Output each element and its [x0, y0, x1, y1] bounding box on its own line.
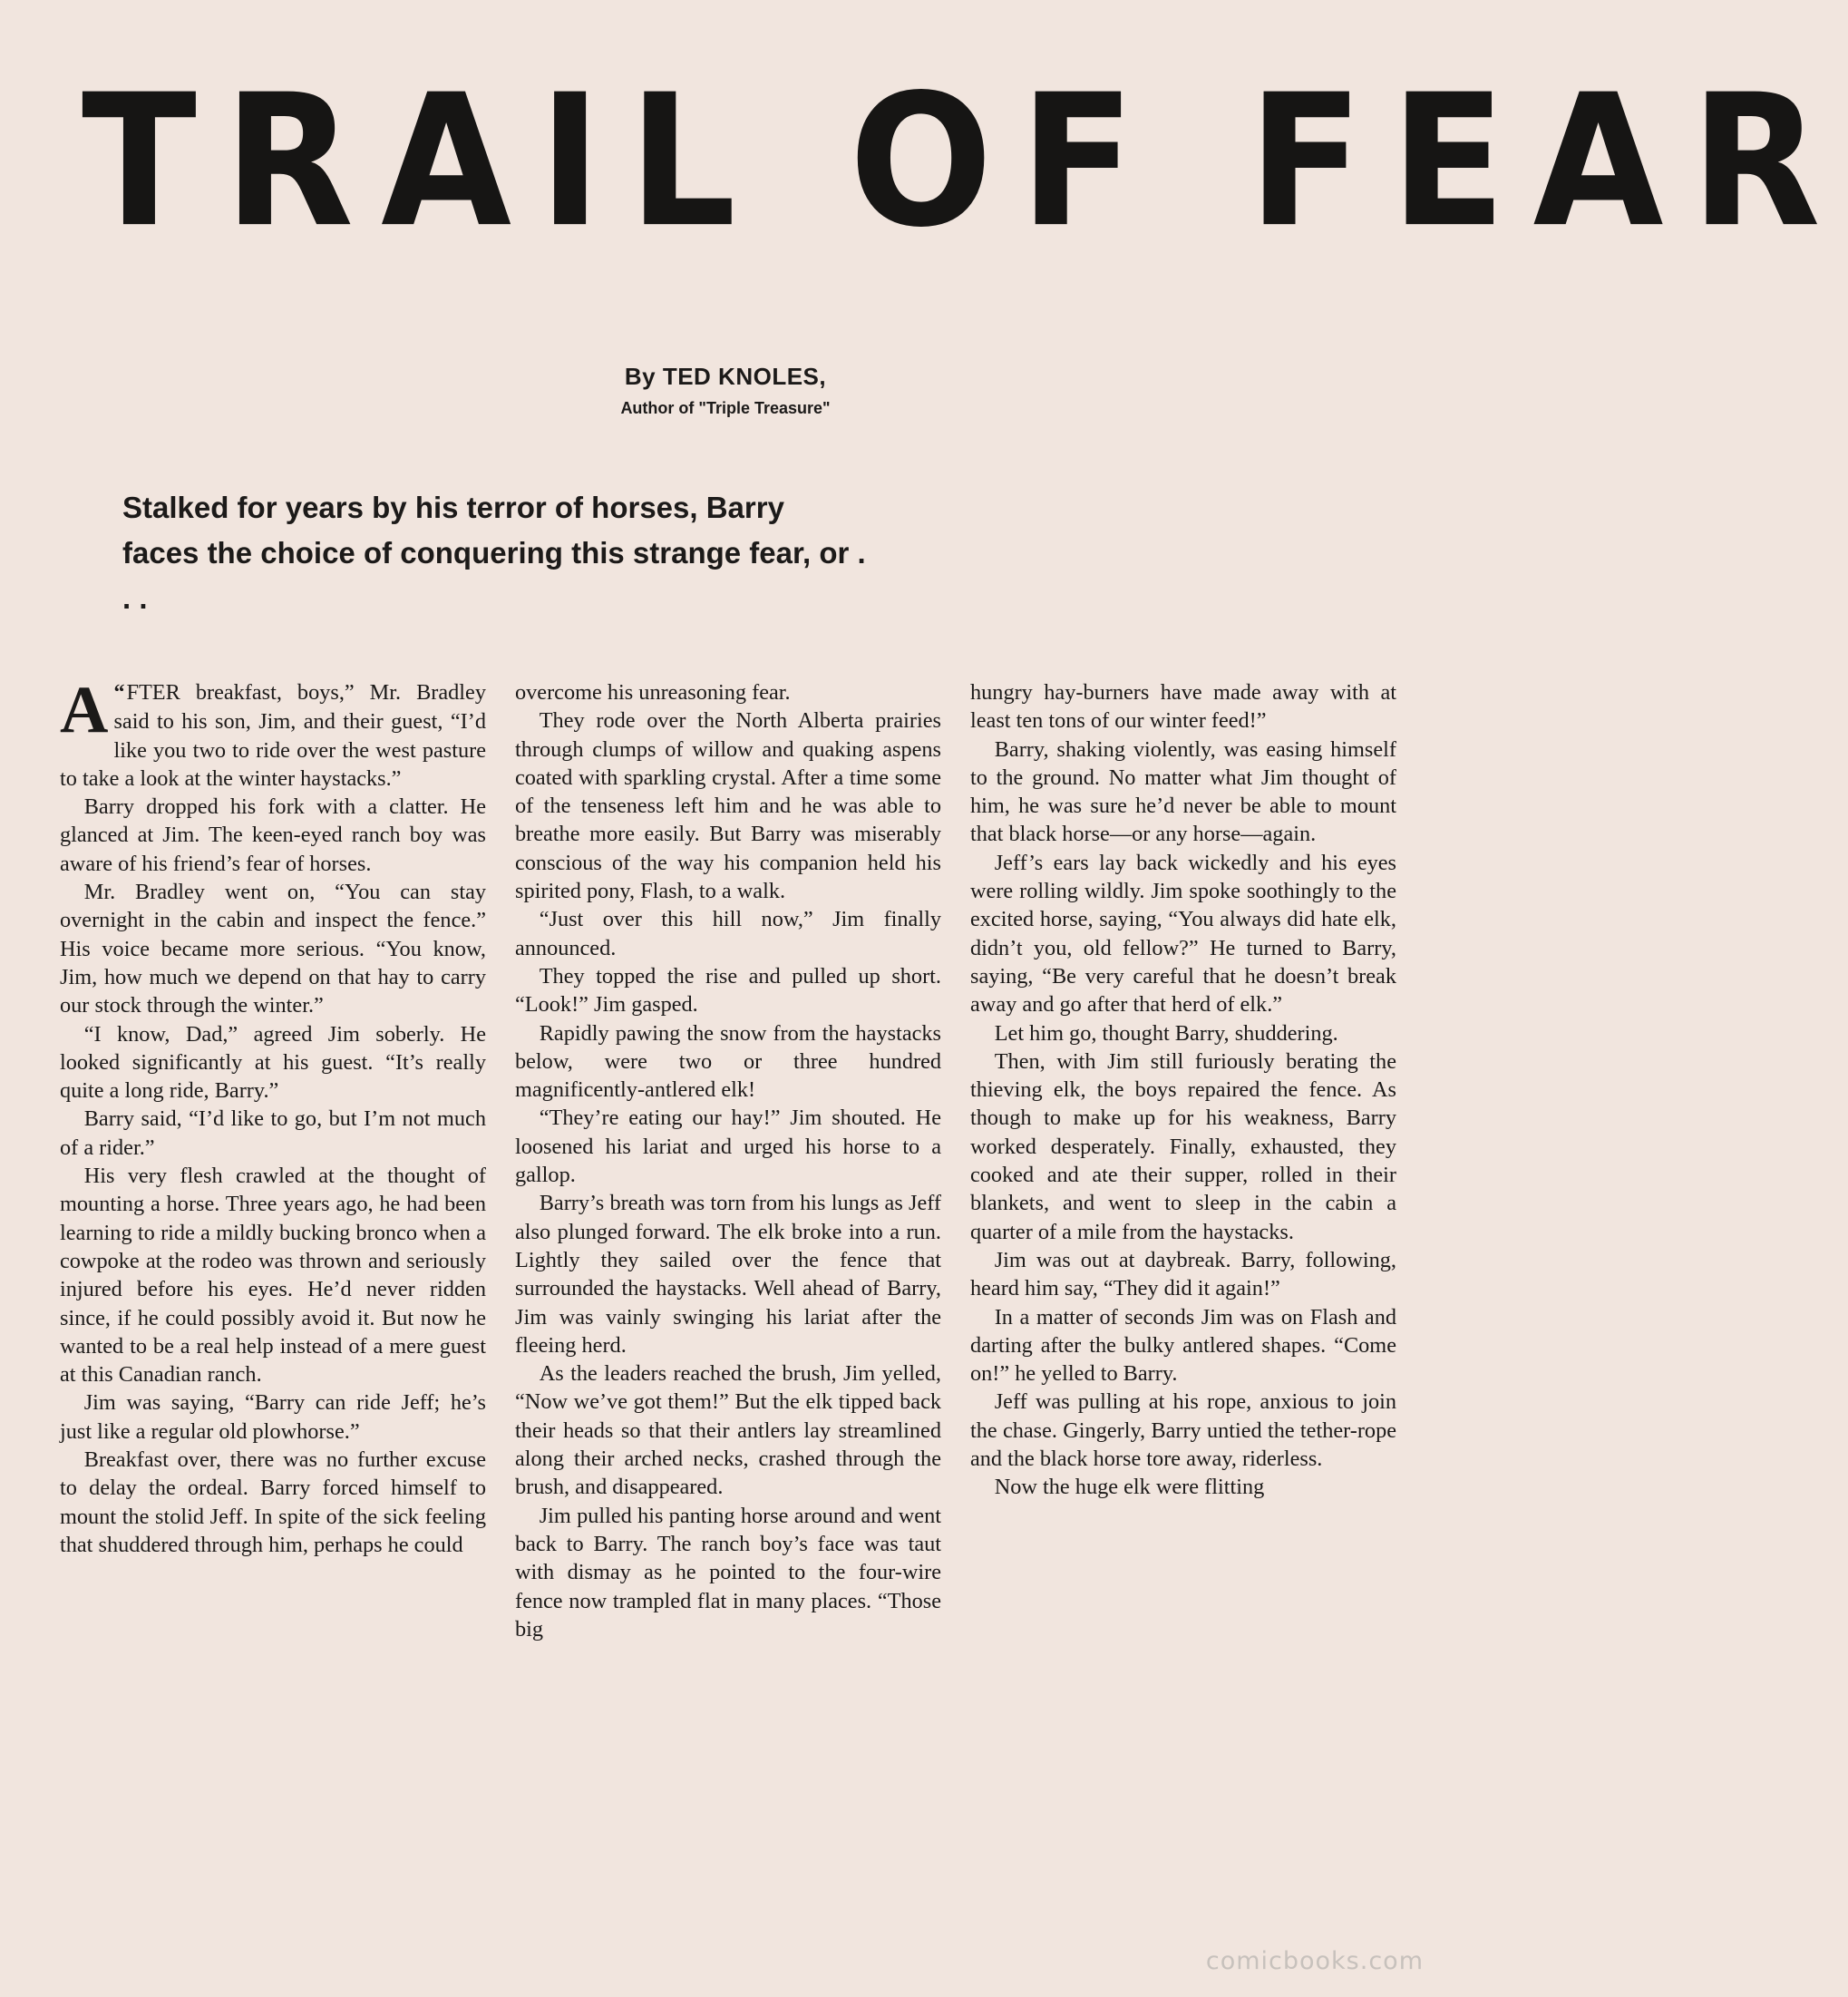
- author-note: Author of "Triple Treasure": [620, 399, 831, 417]
- story-paragraph: Now the huge elk were flitting: [994, 1475, 1265, 1500]
- story-paragraph: Jeff’s ears lay back wickedly and his eyes were rolling wildly. Jim spoke soothingly to the excited horse, saying, “You always did hate elk, didn’t you, old fellow?” He turned to Barry, saying, “Be very careful that he doesn’t break away and go after that herd of elk.”: [970, 850, 1396, 1018]
- story-column-3: [970, 678, 1396, 1912]
- story-paragraph: Jeff was pulling at his rope, anxious to join the chase. Gingerly, Barry untied the tether-rope and the black horse tore away, riderless.: [970, 1389, 1396, 1472]
- story-paragraph: Jim pulled his panting horse around and went back to Barry. The ranch boy’s face was taut with dismay as he pointed to the four-wire fence now trampled flat in many places. “Those big: [515, 1503, 941, 1641]
- story-paragraph: They topped the rise and pulled up short. “Look!” Jim gasped.: [515, 963, 941, 1018]
- story-paragraph: They rode over the North Alberta prairies through clumps of willow and quaking aspens coated with sparkling crystal. After a time some of the tenseness left him and he was able to breathe more easily. But Barry was miserably conscious of the way his companion held his spirited pony, Flash, to a walk.: [515, 708, 941, 904]
- story-paragraph: Breakfast over, there was no further excuse to delay the ordeal. Barry forced himself to mount the stolid Jeff. In spite of the sick feeling that shuddered through him, perhaps he could: [60, 1447, 486, 1557]
- paragraph-text: FTER breakfast, boys,” Mr. Bradley said to his son, Jim, and their guest, “I’d like you two to ride over the west pasture to take a look at the winter haystacks.”: [60, 680, 486, 791]
- story-paragraph: [60, 673, 486, 793]
- story-column-1: [60, 673, 486, 1912]
- byline: By TED KNOLES,: [624, 363, 827, 390]
- story-paragraph: Mr. Bradley went on, “You can stay overnight in the cabin and inspect the fence.” His voice became more serious. “You know, Jim, how much we depend on that hay to carry our stock through the winter.”: [60, 880, 486, 1018]
- story-columns: [60, 673, 1402, 1912]
- story-paragraph: Let him go, thought Barry, shuddering.: [994, 1020, 1338, 1046]
- open-quote: “: [113, 681, 125, 705]
- story-paragraph: Then, with Jim still furiously berating the thieving elk, the boys repaired the fence. As though to make up for his weakness, Barry worked desperately. Finally, exhausted, they cooked and ate their supper, rolled in their blankets, and went to sleep in the cabin a quarter of a mile from the haystacks.: [970, 1048, 1396, 1244]
- story-paragraph: Barry, shaking violently, was easing himself to the ground. No matter what Jim thought of him, he was sure he’d never be able to mount that black horse—or any horse—again.: [970, 736, 1396, 847]
- story-paragraph: “I know, Dad,” agreed Jim soberly. He looked significantly at his guest. “It’s really quite a long ride, Barry.”: [60, 1021, 486, 1104]
- story-paragraph: Jim was saying, “Barry can ride Jeff; he’s just like a regular old plowhorse.”: [60, 1390, 486, 1444]
- drop-cap: A: [60, 673, 109, 747]
- story-paragraph: “They’re eating our hay!” Jim shouted. He loosened his lariat and urged his horse to a gallop.: [515, 1106, 941, 1188]
- story-title: TRAIL OF FEAR: [82, 54, 1848, 268]
- story-paragraph: hungry hay-burners have made away with at least ten tons of our winter feed!”: [970, 680, 1396, 734]
- story-paragraph: Barry’s breath was torn from his lungs as Jeff also plunged forward. The elk broke into a run. Lightly they sailed over the fence that surrounded the haystacks. Well ahead of Barry, Jim was vainly swinging his lariat after the fleeing herd.: [515, 1191, 941, 1358]
- story-paragraph: In a matter of seconds Jim was on Flash and darting after the bulky antlered shapes. “Come on!” he yelled to Barry.: [970, 1304, 1396, 1387]
- teaser-blurb: Stalked for years by his terror of horses, Barry faces the choice of conquering this strange fear, or . . .: [122, 491, 866, 615]
- story-paragraph: overcome his unreasoning fear.: [515, 680, 791, 705]
- story-paragraph: As the leaders reached the brush, Jim yelled, “Now we’ve got them!” But the elk tipped back their heads so that their antlers lay streamlined along their arched necks, crashed through the brush, and disappeared.: [515, 1361, 941, 1500]
- watermark: comicbooks.com: [1205, 1947, 1424, 1975]
- story-paragraph: “Just over this hill now,” Jim finally announced.: [515, 907, 941, 960]
- story-paragraph: Rapidly pawing the snow from the haystacks below, were two or three hundred magnificently-antlered elk!: [515, 1020, 941, 1103]
- story-paragraph: Jim was out at daybreak. Barry, following, heard him say, “They did it again!”: [970, 1247, 1396, 1301]
- story-paragraph: Barry said, “I’d like to go, but I’m not much of a rider.”: [60, 1106, 486, 1160]
- story-column-2: [515, 678, 941, 1912]
- story-paragraph: Barry dropped his fork with a clatter. He glanced at Jim. The keen-eyed ranch boy was aware of his friend’s fear of horses.: [60, 794, 486, 876]
- story-paragraph: His very flesh crawled at the thought of mounting a horse. Three years ago, he had been learning to ride a mildly bucking bronco when a cowpoke at the rodeo was thrown and seriously injured before his eyes. He’d never ridden since, if he could possibly avoid it. But now he wanted to be a real help instead of a mere guest at this Canadian ranch.: [60, 1164, 486, 1388]
